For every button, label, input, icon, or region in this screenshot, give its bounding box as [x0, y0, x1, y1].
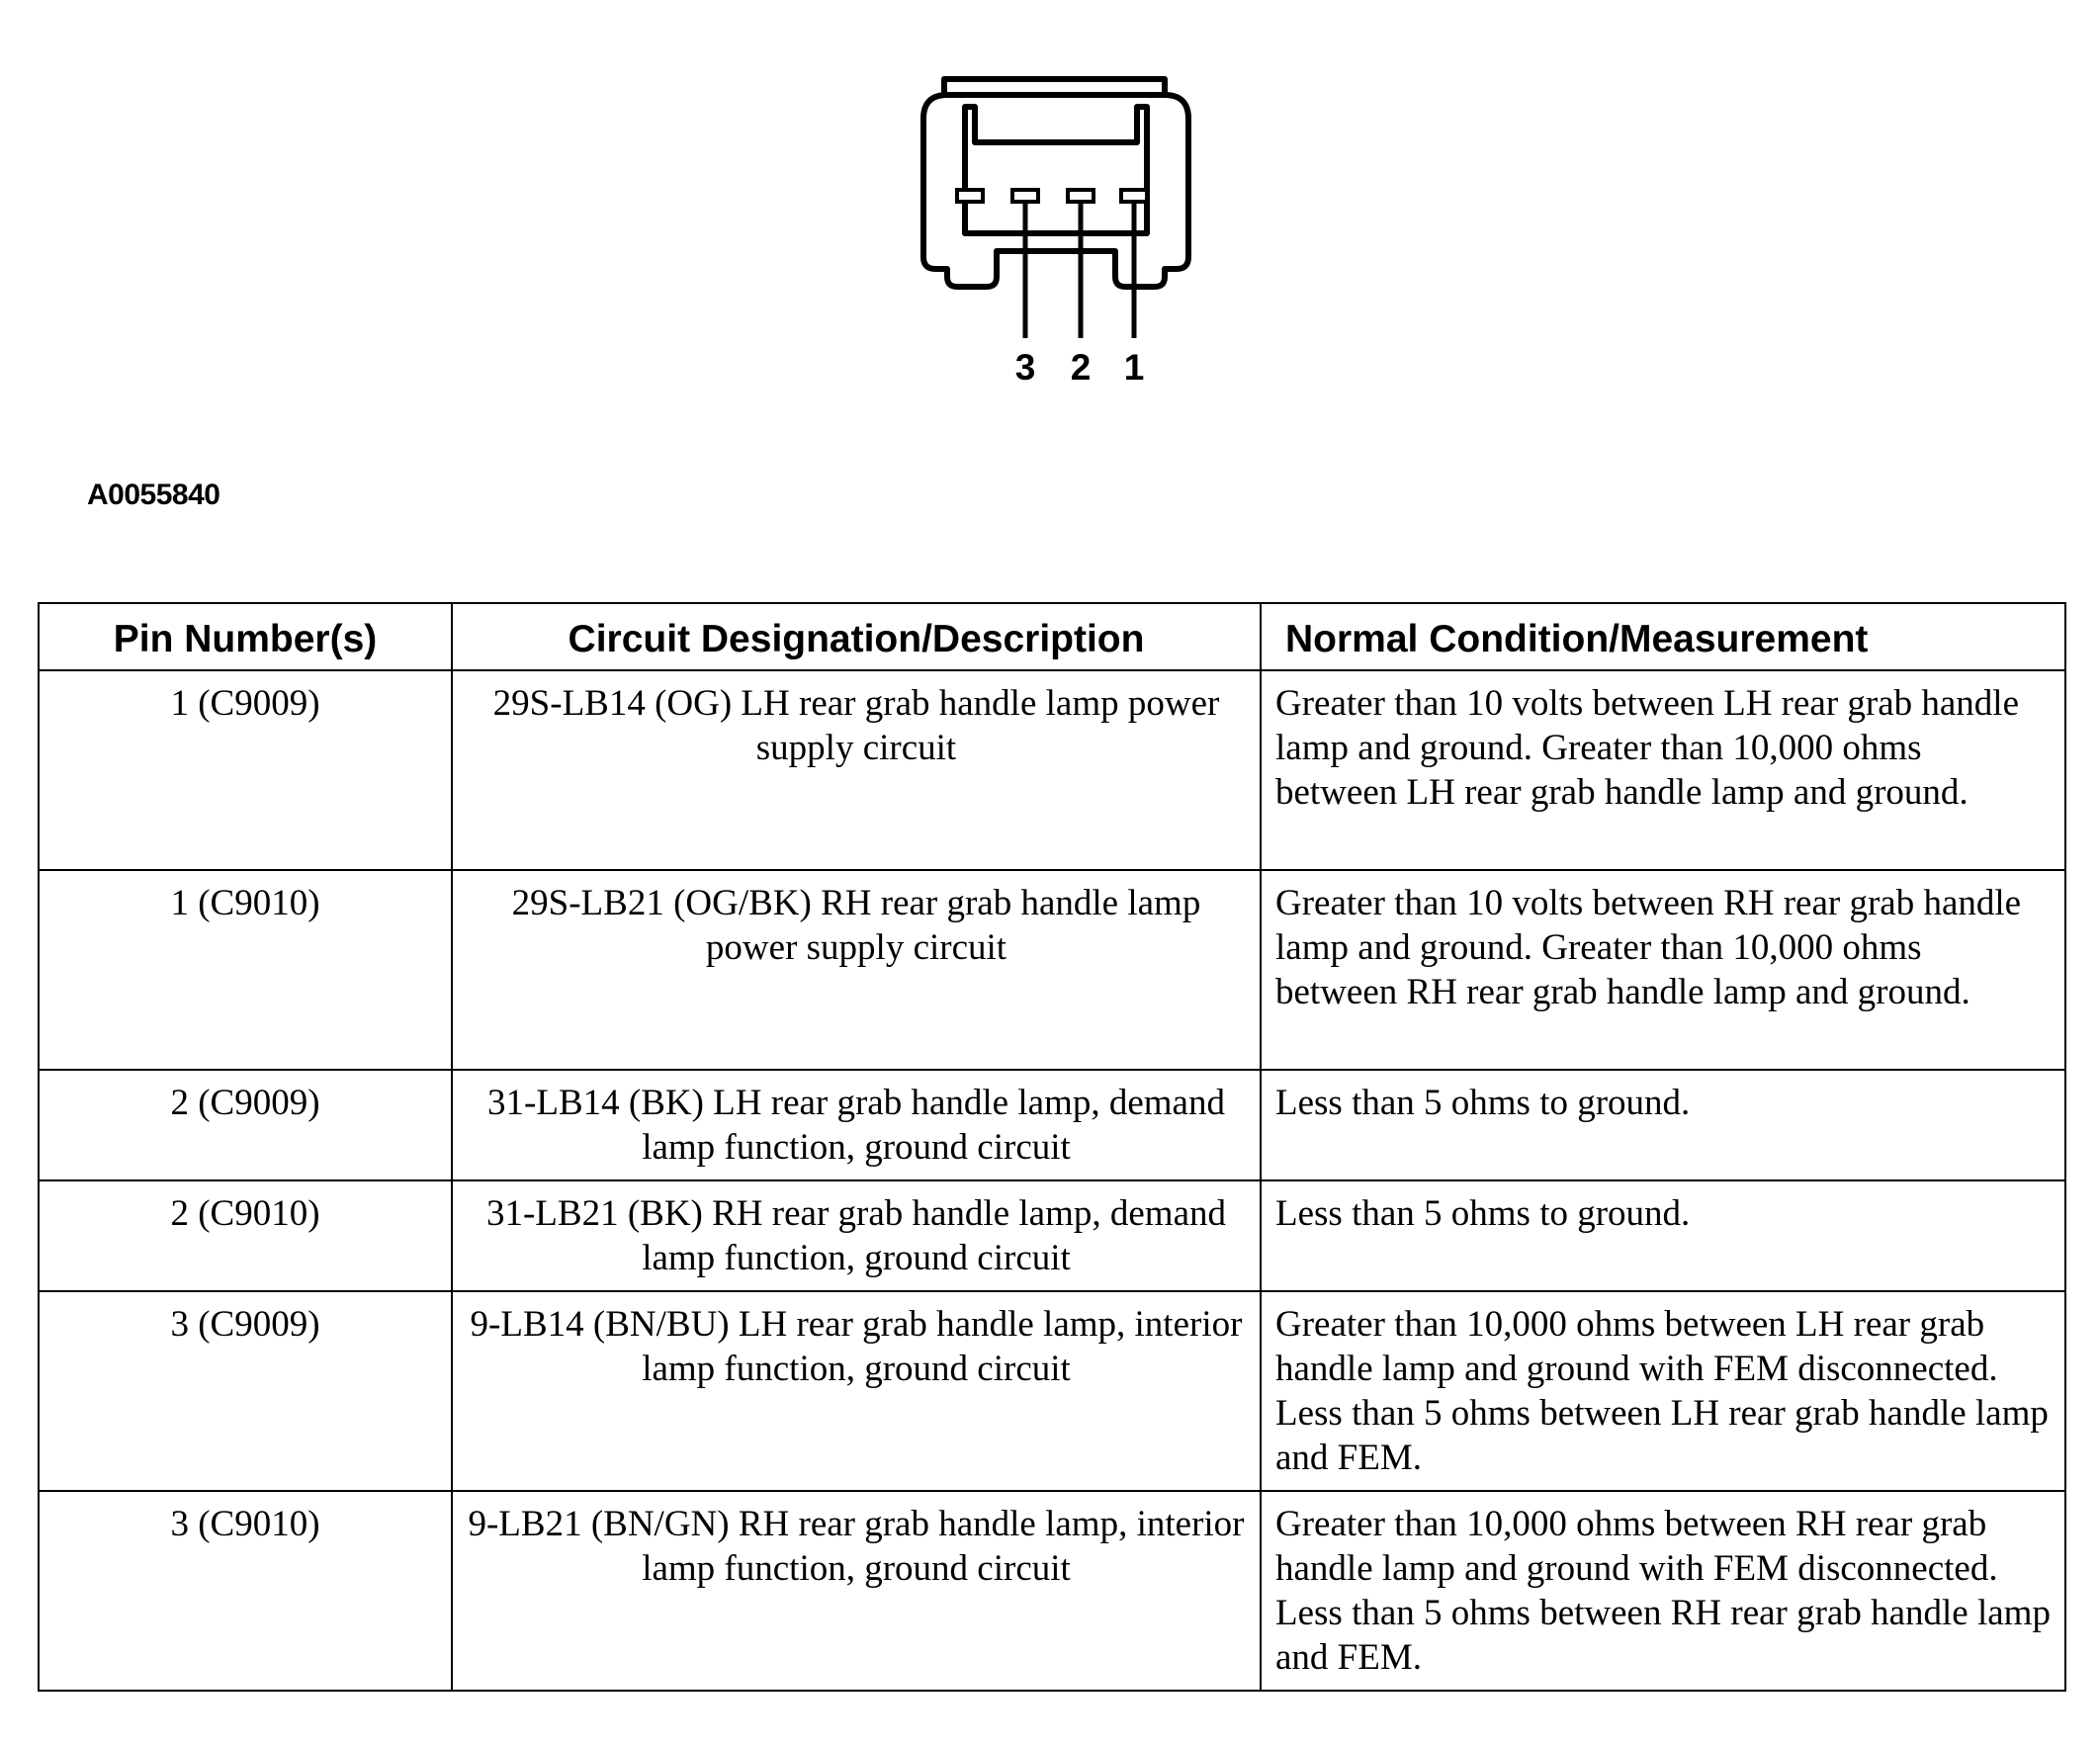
measurement-cell: Less than 5 ohms to ground.	[1261, 1070, 2065, 1180]
table-row	[39, 1291, 2065, 1491]
header-pin-numbers: Pin Number(s)	[39, 603, 452, 670]
measurement-cell: Less than 5 ohms to ground.	[1261, 1180, 2065, 1291]
table-row	[39, 1491, 2065, 1691]
connector-diagram	[0, 0, 2100, 415]
pin-cell: 3 (C9010)	[39, 1491, 452, 1691]
header-circuit-description: Circuit Designation/Description	[452, 603, 1261, 670]
pin-cell: 3 (C9009)	[39, 1291, 452, 1491]
description-cell: 9-LB14 (BN/BU) LH rear grab handle lamp, interior lamp function, ground circuit	[452, 1291, 1261, 1491]
connector-inner-frame	[965, 107, 1147, 233]
pin-cavity-2	[1068, 190, 1094, 202]
description-cell: 9-LB21 (BN/GN) RH rear grab handle lamp, interior lamp function, ground circuit	[452, 1491, 1261, 1691]
description-cell: 29S-LB21 (OG/BK) RH rear grab handle lamp power supply circuit	[452, 870, 1261, 1070]
description-cell: 29S-LB14 (OG) LH rear grab handle lamp power supply circuit	[452, 670, 1261, 870]
measurement-cell: Greater than 10 volts between LH rear grab handle lamp and ground. Greater than 10,000 ohms between LH rear grab handle lamp and ground.	[1261, 670, 2065, 870]
figure-id: A0055840	[87, 479, 220, 511]
pin-cell: 2 (C9010)	[39, 1180, 452, 1291]
pinout-table	[38, 602, 2066, 1692]
table-header-row	[39, 603, 2065, 670]
pin-cavity-3	[1012, 190, 1038, 202]
header-normal-condition: Normal Condition/Measurement	[1261, 603, 2065, 670]
measurement-cell: Greater than 10 volts between RH rear grab handle lamp and ground. Greater than 10,000 ohms between RH rear grab handle lamp and ground.	[1261, 870, 2065, 1070]
pin-cell: 1 (C9009)	[39, 670, 452, 870]
description-cell: 31-LB14 (BK) LH rear grab handle lamp, demand lamp function, ground circuit	[452, 1070, 1261, 1180]
pin-cavity-4	[957, 190, 983, 202]
pin-label-3: 3	[1014, 347, 1036, 388]
table-row	[39, 1180, 2065, 1291]
table-row	[39, 870, 2065, 1070]
pin-label-2: 2	[1070, 347, 1092, 388]
pin-cell: 2 (C9009)	[39, 1070, 452, 1180]
table-row	[39, 1070, 2065, 1180]
description-cell: 31-LB21 (BK) RH rear grab handle lamp, demand lamp function, ground circuit	[452, 1180, 1261, 1291]
pin-cell: 1 (C9010)	[39, 870, 452, 1070]
pin-label-1: 1	[1123, 347, 1145, 388]
measurement-cell: Greater than 10,000 ohms between LH rear grab handle lamp and ground with FEM disconnected. Less than 5 ohms between LH rear grab handle lamp and FEM.	[1261, 1291, 2065, 1491]
table-row	[39, 670, 2065, 870]
measurement-cell: Greater than 10,000 ohms between RH rear grab handle lamp and ground with FEM disconnected. Less than 5 ohms between RH rear grab handle lamp and FEM.	[1261, 1491, 2065, 1691]
pin-cavity-1	[1121, 190, 1147, 202]
